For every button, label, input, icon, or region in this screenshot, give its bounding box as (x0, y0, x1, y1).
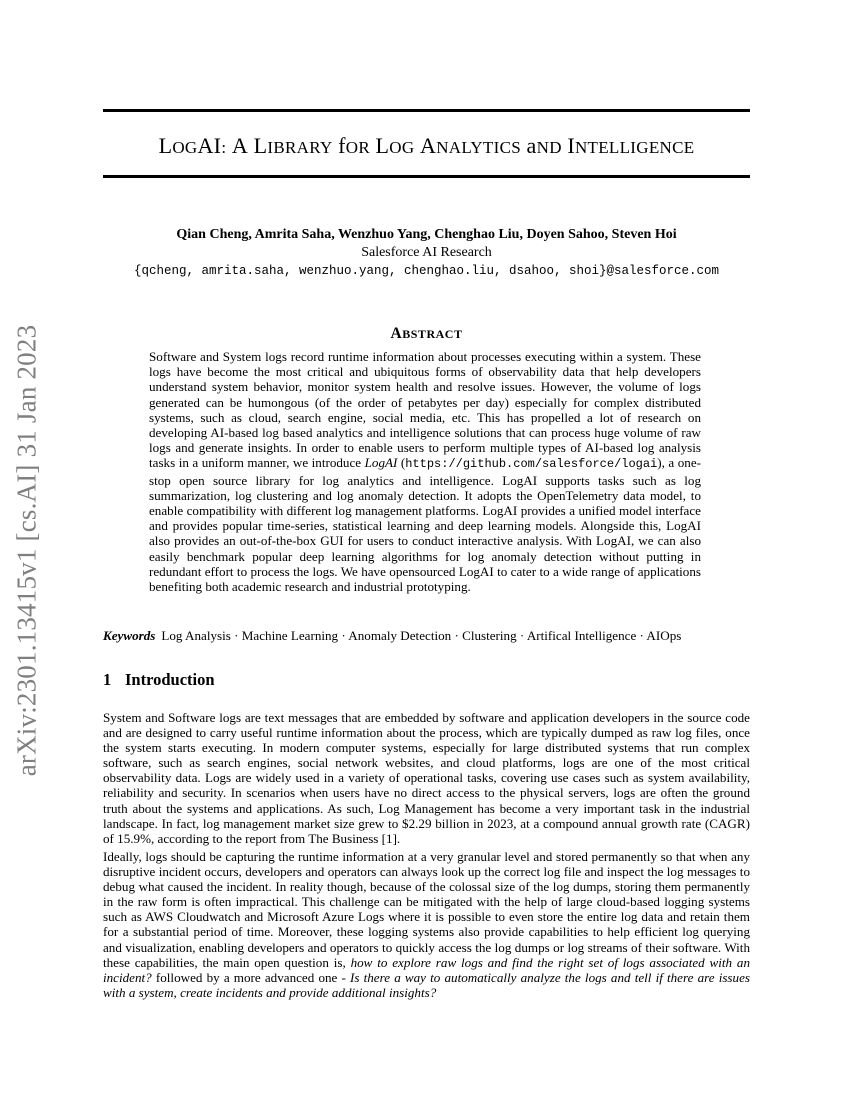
paper-title (100, 130, 753, 164)
section-heading-introduction (103, 670, 215, 690)
abstract-text-part-1: Software and System logs record runtime information about processes executing within a system. These logs have become the most critical and ubiquitous forms of observability data that help developers understand system behavior, monitor system health and resolve issues. However, the volume of logs generated can be humongous (of the order of petabytes per day) especially for complex distributed systems, such as cloud, search engine, social media, etc. This has propelled a lot of research on developing AI-based log based analytics and intelligence solutions that can process huge volume of raw logs and generate insights. In order to enable users to perform multiple types of AI-based log analysis tasks in a uniform manner, we introduce (149, 349, 701, 471)
paper-title-text: LOGAI: A LIBRARY fOR LOG ANALYTICS aND INTELLIGENCE (158, 133, 695, 158)
research-question-2: Is there a way to automatically analyze the logs and tell if there are issues with a system, create incidents and provide additional insights? (103, 969, 750, 1000)
github-link[interactable]: https://github.com/salesforce/logai (405, 457, 658, 472)
abstract-heading-text: ABSTRACT (390, 325, 463, 342)
abstract-text: Software and System logs record runtime information about processes executing within a system. These logs have become the most critical and ubiquitous forms of observability data that help developers understand system behavior, monitor system health and resolve issues. However, the volume of logs generated can be humongous (of the order of petabytes per day) especially for complex distributed systems, such as cloud, search engine, social media, etc. This has propelled a lot of research on developing AI-based log based analytics and intelligence solutions that can process huge volume of raw logs and generate insights. In order to enable users to perform multiple types of AI-based log analysis tasks in a uniform manner, we introduce LogAI (https://github.com/salesforce/logai), a one-stop open source library for log analytics and intelligence. LogAI supports tasks such as log summarization, log clustering and log anomaly detection. It adopts the OpenTelemetry data model, to enable compatibility with different log management platforms. LogAI provides a unified model interface and provides popular time-series, statistical learning and deep learning models. Alongside this, LogAI also provides an out-of-the-box GUI for users to conduct interactive analysis. With LogAI, we can also easily benchmark popular deep learning algorithms for log anomaly detection without putting in redundant effort to process the logs. We have opensourced LogAI to cater to a wide range of applications benefiting both academic research and industrial prototyping. (149, 349, 702, 595)
section-title: Introduction (125, 670, 215, 689)
library-name: LogAI (364, 455, 398, 471)
research-question-1: how to explore raw logs and find the right set of logs associated with an incident? (103, 954, 750, 985)
arxiv-identifier: arXiv:2301.13415v1 [cs.AI] 31 Jan 2023 (11, 324, 42, 776)
intro-paragraph-2-text: Ideally, logs should be capturing the runtime information at a very granular level and stored permanently so that when any disruptive incident occurs, developers and operators can always look up the correct log file and inspect the log messages to debug what caused the incident. In reality though, because of the colossal size of the log dumps, storing them permanently in the raw form is often impractical. This challenge can be mitigated with the help of large cloud-based logging systems such as AWS Cloudwatch and Microsoft Azure Logs where it is possible to even store the entire log data and retain them for a substantial period of time. Moreover, these logging systems also provide capabilities to help efficient log querying and visualization, enabling developers and operators to quickly access the log dumps or log streams of their software. With these capabilities, the main open question is, (103, 849, 750, 970)
intro-paragraph-1: System and Software logs are text messages that are embedded by software and application developers in the source code and are designed to carry useful runtime information about the process, which are typically dumped as raw log files, once the system starts executing. In modern computer systems, especially for large distributed systems that run complex software, such as search engines, social network websites, and cloud platforms, logs are one of the most critical observability data. Logs are widely used in a variety of operational tasks, covering use cases such as system availability, reliability and security. In scenarios when users have no direct access to the physical servers, logs are often the ground truth about the systems and applications. As such, Log Management has become a very important task in the industrial landscape. In fact, log management market size grew to $2.29 billion in 2023, at a compound annual growth rate (CAGR) of 15.9%, according to the report from The Business [1]. (103, 710, 750, 846)
intro-paragraph-2 (103, 849, 750, 1000)
author-block (100, 226, 753, 280)
author-emails: {qcheng, amrita.saha, wenzhuo.yang, chenghao.liu, dsahoo, shoi}@salesforce.com (133, 264, 720, 278)
author-names: Qian Cheng, Amrita Saha, Wenzhuo Yang, Chenghao Liu, Doyen Sahoo, Steven Hoi (176, 227, 677, 242)
author-affiliation: Salesforce AI Research (361, 245, 492, 260)
section-number: 1 (103, 670, 112, 689)
title-rule-bottom (103, 175, 750, 178)
keywords-label: Keywords (103, 628, 156, 643)
abstract-heading (100, 325, 753, 343)
abstract-text-part-2: , a one-stop open source library for log analytics and intelligence. LogAI supports tasks such as log summarization, log clustering and log anomaly detection. It adopts the OpenTelemetry data model, to enable compatibility with different log management platforms. LogAI provides a unified model interface and provides popular time-series, statistical learning and deep learning models. Alongside this, LogAI also provides an out-of-the-box GUI for users to conduct interactive analysis. With LogAI, we can also easily benchmark popular deep learning algorithms for log anomaly detection without putting in redundant effort to process the logs. We have opensourced LogAI to cater to a wide range of applications benefiting both academic research and industrial prototyping. (149, 455, 702, 595)
keywords-line (103, 628, 753, 644)
keywords-list: Log Analysis · Machine Learning · Anomaly Detection · Clustering · Artifical Intelligence · AIOps (161, 628, 682, 643)
question-connector: followed by a more advanced one - (155, 969, 346, 985)
arxiv-side-stamp (2, 300, 52, 800)
title-rule-top (103, 109, 750, 112)
